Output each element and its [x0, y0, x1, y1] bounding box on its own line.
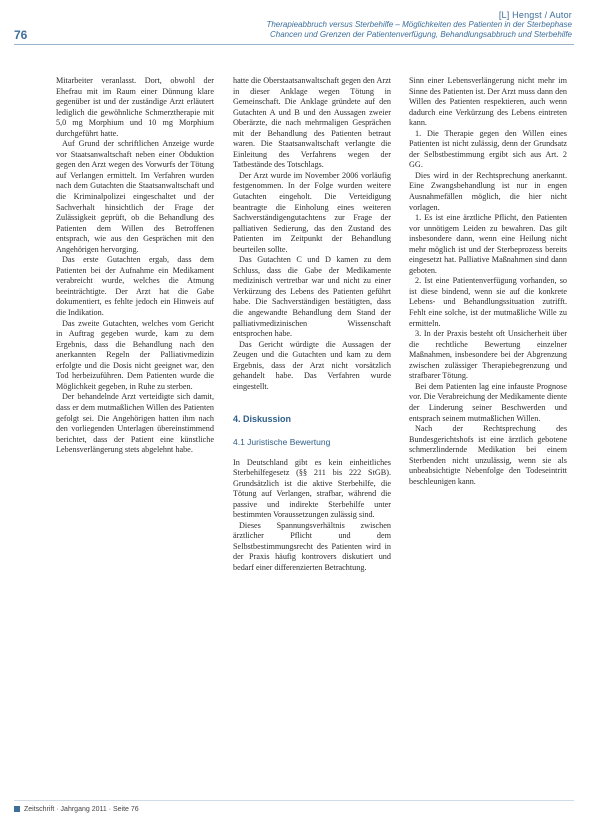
running-header	[236, 10, 572, 40]
section-heading: 4. Diskussion	[233, 414, 292, 425]
footer-marker-icon	[14, 806, 20, 812]
text-column-left	[56, 76, 214, 456]
footer-text: Zeitschrift · Jahrgang 2011 · Seite 76	[24, 806, 139, 813]
paragraph: Der Arzt wurde im November 2006 vorläufig festgenommen. In der Folge wurden weitere Gutachten eingeholt. Die Verteidigung beantragte die Einholung eines weiteren Sachverständigengutachtens zur Frage der palliativen Sedierung, das den Zustand des Patienten im Zeitpunkt der Behandlung beurteilen sollte.	[233, 170, 391, 254]
page-number: 76	[14, 28, 28, 42]
subsection-heading: 4.1 Juristische Bewertung	[233, 436, 331, 447]
footer-rule	[14, 800, 574, 801]
paragraph: Auf Grund der schriftlichen Anzeige wurde vor Staatsanwaltschaft neben einer Obduktion gegen den Arzt wegen des Vorwurfs der Tötung auf Verlangen ermittelt. Im Verfahren wurden nach dem Gutachten die Staatsanwaltschaft und die Kriminalpolizei eingeschaltet und der Sachverhalt hinsichtlich der Frage der Zulässigkeit geprüft, ob die Behandlung des Patienten dem Willen des Betroffenen entsprach, wie aus den Gesprächen mit den Angehörigen hervorging.	[56, 139, 214, 254]
paragraph: hatte die Oberstaatsanwaltschaft gegen den Arzt in dieser Anklage wegen Tötung in Gemeinschaft. Die Anklage gründete auf den Gutachten A und B und den Aussagen zweier Oberärzte, die nach mehrmaligen Gesprächen mit der Behandlung des Patienten betraut waren. Die Staatsanwaltschaft verlangte die Einleitung des Verfahrens wegen der Tatbestände des Totschlags.	[233, 76, 391, 170]
text-column-middle	[233, 76, 391, 574]
journal-author: [L] Hengst / Autor	[498, 10, 572, 20]
article-title-line-1: Therapieabbruch versus Sterbehilfe – Möglichkeiten des Patienten in der Sterbephase	[266, 20, 572, 29]
paragraph: Das Gutachten C und D kamen zu dem Schluss, dass die Gabe der Medikamente medizinisch vertretbar war und nicht zu einer Verkürzung des Lebens des Patienten geführt habe. Die Sachverständigen bestätigten, dass die angewandte Behandlung dem Stand der palliativmedizinischen Wissenschaft entsprochen habe.	[233, 255, 391, 339]
paragraph: Das Gericht würdigte die Aussagen der Zeugen und die Gutachten und kam zu dem Ergebnis, dass der Arzt nicht vorsätzlich gehandelt habe. Das Verfahren wurde eingestellt.	[233, 339, 391, 391]
header-rule	[14, 44, 574, 45]
page-footer	[14, 806, 139, 813]
paragraph: Bei dem Patienten lag eine infauste Prognose vor. Die Verabreichung der Medikamente diente der Linderung seiner Beschwerden und entsprach seinem mutmaßlichen Willen.	[409, 381, 567, 423]
paragraph: Das zweite Gutachten, welches vom Gericht in Auftrag gegeben wurde, kam zu dem Ergebnis, dass die Behandlung nach den anerkannten Regeln der Palliativmedizin erfolgte und die Dosis nicht geeignet war, den Tod herbeizuführen. Dem Patienten wurde die Möglichkeit gegeben, in Ruhe zu sterben.	[56, 318, 214, 391]
paragraph: Dieses Spannungsverhältnis zwischen ärztlicher Pflicht und dem Selbstbestimmungsrecht des Patienten wird in der Praxis häufig kontrovers diskutiert und bedarf einer differenzierten Betrachtung.	[233, 520, 391, 572]
paragraph: 1. Es ist eine ärztliche Pflicht, den Patienten vor unnötigem Leiden zu bewahren. Das gilt insbesondere dann, wenn eine Heilung nicht mehr möglich ist und der Sterbeprozess bereits eingesetzt hat. Palliative Maßnahmen sind dann geboten.	[409, 213, 567, 275]
paragraph: 1. Die Therapie gegen den Willen eines Patienten ist nicht zulässig, denn der Grundsatz der Selbstbestimmung ergibt sich aus Art. 2 GG.	[409, 128, 567, 170]
paragraph: 3. In der Praxis besteht oft Unsicherheit über die rechtliche Bewertung einzelner Maßnahmen, insbesondere bei der Abgrenzung zwischen zulässiger Therapiebegrenzung und strafbarer Tötung.	[409, 329, 567, 381]
paragraph: Das erste Gutachten ergab, dass dem Patienten bei der Aufnahme ein Medikament verabreicht wurde, welches die Atmung beeinträchtigte. Der Arzt hat die Gabe dokumentiert, es fehlte jedoch ein Hinweis auf die Indikation.	[56, 255, 214, 318]
paragraph: Der behandelnde Arzt verteidigte sich damit, dass er dem mutmaßlichen Willen des Patienten gefolgt sei. Die Angehörigen hatten ihm nach den vorliegenden Unterlagen übereinstimmend berichtet, dass der Patient eine künstliche Lebensverlängerung stets abgelehnt habe.	[56, 392, 214, 455]
paragraph: Dies wird in der Rechtsprechung anerkannt. Eine Zwangsbehandlung ist nur in engen Ausnahmefällen möglich, die hier nicht vorlagen.	[409, 170, 567, 212]
paragraph: Nach der Rechtsprechung des Bundesgerichtshofs ist eine ärztlich gebotene schmerzlindernde Medikation bei einem Sterbenden nicht unzulässig, wenn sie als unbeabsichtigte Nebenfolge den Todeseintritt beschleunigen kann.	[409, 424, 567, 486]
paragraph: Mitarbeiter veranlasst. Dort, obwohl der Ehefrau mit im Raum einer Dünnung klare gegenüber ist und der zuständige Arzt erläutert lediglich die gewöhnliche Schmerztherapie mit 5,0 mg Morphium und 10 mg Morphium durchgeführt hatte.	[56, 76, 214, 138]
text-column-right	[409, 76, 567, 487]
paragraph: 2. Ist eine Patientenverfügung vorhanden, so ist diese bindend, wenn sie auf die konkrete Lebens- und Behandlungssituation zutrifft. Fehlt eine solche, ist der mutmaßliche Wille zu ermitteln.	[409, 276, 567, 328]
paragraph: In Deutschland gibt es kein einheitliches Sterbehilfegesetz (§§ 211 bis 222 StGB). Grundsätzlich ist die aktive Sterbehilfe, die Tötung auf Verlangen, strafbar, während die passive und indirekte Sterbehilfe unter bestimmten Voraussetzungen zulässig sind.	[233, 457, 391, 520]
article-title-line-2: Chancen und Grenzen der Patientenverfügung, Behandlungsabbruch und Sterbehilfe	[270, 30, 572, 39]
paragraph: Sinn einer Lebensverlängerung nicht mehr im Sinne des Patienten ist. Der Arzt muss dann den Willen des Patienten respektieren, auch wenn dadurch eine Verkürzung des Lebens eintreten kann.	[409, 76, 567, 128]
